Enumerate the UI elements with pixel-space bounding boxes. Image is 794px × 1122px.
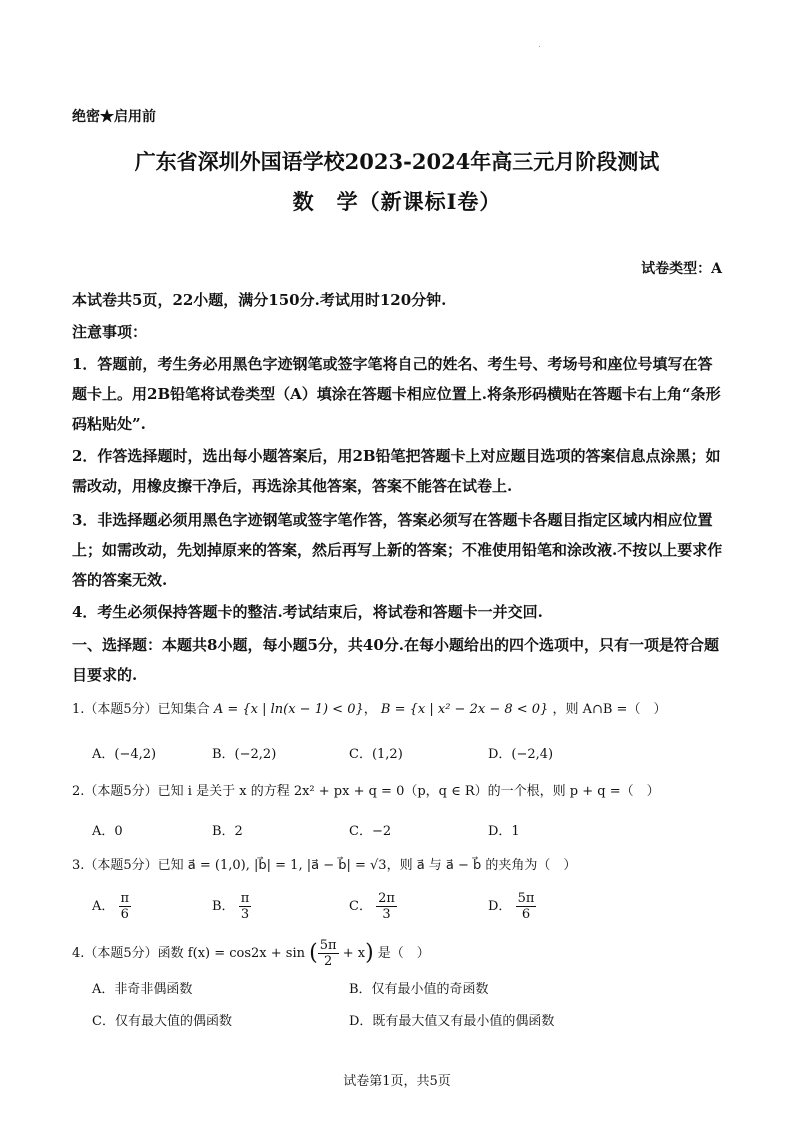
q3-option-a (92, 891, 131, 922)
q4-option-a: A．非奇非偶函数 (92, 982, 193, 997)
question-3: 3.（本题5分）已知 a⃗ = (1,0), |b⃗| = 1, |a⃗ − b⃗| = √3，则 a⃗ 与 a⃗ − b⃗ 的夹角为（ ） (72, 858, 577, 873)
q1-set-a: A = {x | ln(x − 1) < 0} (213, 702, 364, 717)
q4-fraction-denominator: 2 (324, 954, 333, 969)
q3-option-d-label: D． (488, 899, 512, 914)
question-4: 4.（本题5分）函数 f(x) = cos2x + sin ( $\frac{5\pi}{2}$ + x) 是（ ） (72, 938, 430, 969)
q3-option-d (488, 891, 536, 922)
q4-stem-start: 4.（本题5分）函数 f(x) = cos2x + sin (72, 946, 305, 961)
q2-option-d: D．1 (488, 824, 520, 839)
exam-title: 广东省深圳外国语学校2023-2024年高三元月阶段测试 (134, 149, 660, 174)
exam-subtitle: 数 学（新课标I卷） (292, 189, 502, 214)
section-1-heading: 一、选择题：本题共8小题，每小题5分，共40分.在每小题给出的四个选项中，只有一项是符合题目要求的. (72, 636, 719, 684)
q2-option-a: A．0 (92, 824, 123, 839)
q1-stem-end: ，则 A∩B =（ ） (552, 702, 667, 717)
scan-dot: . (538, 40, 541, 50)
notes-title: 注意事项： (72, 323, 148, 341)
note-2: 2．作答选择题时，选出每小题答案后，用2B铅笔把答题卡上对应题目选项的答案信息点涂黑；如需改动，用橡皮擦干净后，再选涂其他答案，答案不能答在试卷上. (72, 447, 721, 495)
q4-fraction (318, 938, 339, 969)
q1-set-b: B = {x | x² − 2x − 8 < 0} (380, 702, 549, 717)
q3-option-b-denominator: 3 (240, 907, 250, 922)
paper-type: 试卷类型：A (641, 261, 722, 277)
note-1: 1．答题前，考生务必用黑色字迹钢笔或签字笔将自己的姓名、考生号、考场号和座位号填写在答题卡上。用2B铅笔将试卷类型（A）填涂在答题卡相应位置上.将条形码横贴在答题卡右上角“条形码粘贴处”. (72, 355, 721, 433)
q3-option-c-numerator: 2π (378, 891, 395, 906)
q3-option-a-fraction (119, 891, 132, 922)
q3-option-b-fraction (239, 891, 252, 922)
q3-option-c (349, 891, 397, 922)
q4-option-d: D．既有最大值又有最小值的偶函数 (349, 1014, 555, 1029)
q3-option-d-denominator: 6 (521, 907, 531, 922)
q3-option-a-numerator: π (120, 891, 130, 906)
q1-option-a: A．(−4,2) (92, 747, 157, 762)
exam-info: 本试卷共5页，22小题，满分150分.考试用时120分钟. (72, 291, 447, 309)
question-2: 2.（本题5分）已知 i 是关于 x 的方程 2x² + px + q = 0（p，q ∈ R）的一个根，则 p + q =（ ） (72, 784, 660, 799)
note-3: 3．非选择题必须用黑色字迹钢笔或签字笔作答，答案必须写在答题卡各题目指定区域内相应位置上；如需改动，先划掉原来的答案，然后再写上新的答案；不准使用铅笔和涂改液.不按以上要求作答的答案无效. (72, 511, 723, 589)
q1-option-b: B．(−2,2) (212, 747, 277, 762)
q4-option-b: B．仅有最小值的奇函数 (349, 982, 489, 997)
q3-option-c-denominator: 3 (382, 907, 391, 922)
page-footer: 试卷第1页，共5页 (343, 1074, 451, 1089)
q1-stem-start: 1.（本题5分）已知集合 (72, 702, 210, 717)
q3-option-c-fraction (376, 891, 397, 922)
q3-option-b-numerator: π (240, 891, 250, 906)
q4-fraction-tail: + x (342, 946, 366, 961)
q3-option-b (212, 891, 251, 922)
q2-option-b: B．2 (212, 824, 243, 839)
q3-option-d-numerator: 5π (517, 891, 535, 906)
question-1 (72, 700, 666, 720)
q4-option-c: C．仅有最大值的偶函数 (92, 1014, 232, 1029)
q4-stem-end: 是（ ） (377, 946, 430, 961)
q1-option-c: C．(1,2) (349, 747, 403, 762)
q4-fraction-numerator: 5π (319, 938, 337, 953)
q3-option-b-label: B． (212, 899, 235, 914)
note-4: 4．考生必须保持答题卡的整洁.考试结束后，将试卷和答题卡一并交回. (72, 603, 543, 621)
q1-option-d: D．(−2,4) (488, 747, 554, 762)
q2-option-c: C．−2 (349, 824, 392, 839)
q3-option-a-denominator: 6 (120, 907, 129, 922)
q3-option-c-label: C． (349, 899, 372, 914)
confidential-label: 绝密★启用前 (72, 109, 156, 125)
q3-option-d-fraction (516, 891, 537, 922)
q3-option-a-label: A． (92, 899, 115, 914)
q1-separator: ， (363, 702, 377, 717)
